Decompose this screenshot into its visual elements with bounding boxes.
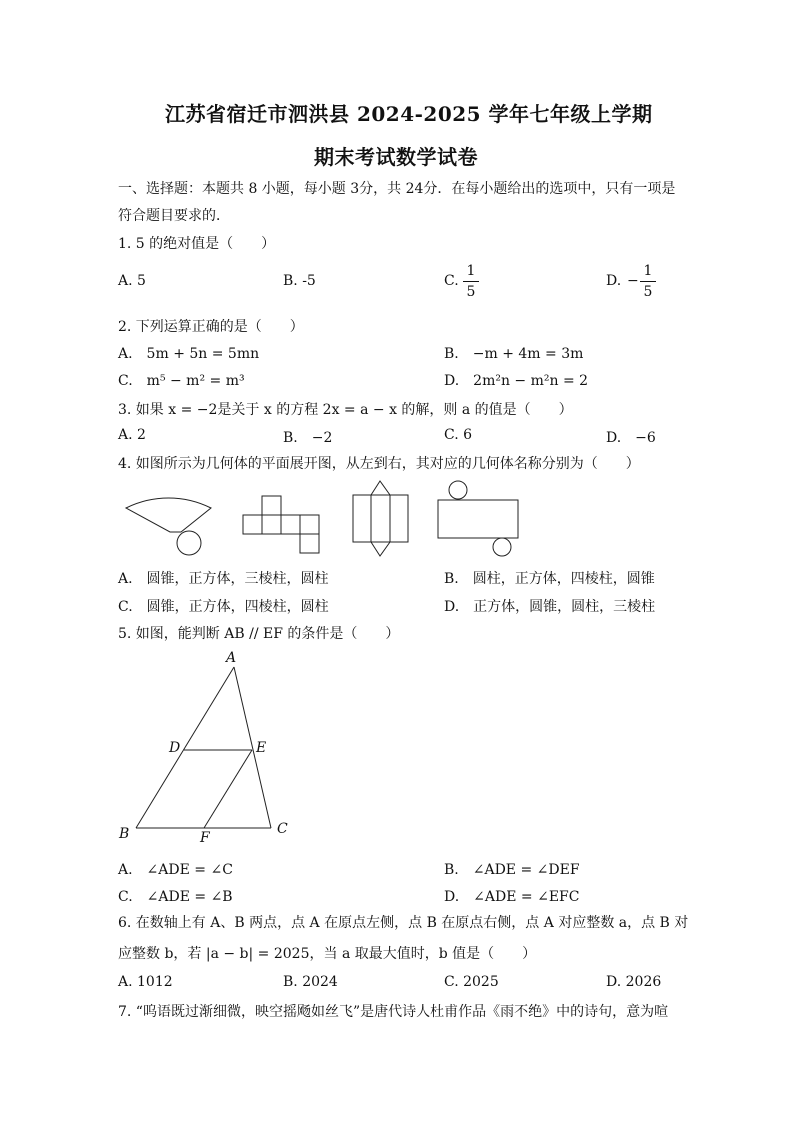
cone-net-sector bbox=[126, 498, 211, 532]
q6-option-c: C. 2025 bbox=[444, 974, 499, 990]
exam-title-line1: 江苏省宿迁市泗洪县 2024-2025 学年七年级上学期 bbox=[165, 102, 653, 126]
cube-net bbox=[243, 496, 319, 553]
point-label-E: E bbox=[256, 740, 267, 756]
q3-option-a: A. 2 bbox=[118, 427, 146, 443]
q6-option-a: A. 1012 bbox=[118, 974, 173, 990]
question-3-stem: 3. 如果 x = −2是关于 x 的方程 2x = a − x 的解，则 a 的值是（ ） bbox=[118, 402, 573, 418]
fraction-numerator: 1 bbox=[466, 263, 476, 279]
question-6-stem-line2: 应整数 b，若 |a − b| = 2025，当 a 取最大值时，b 值是（ ） bbox=[118, 946, 537, 962]
q5-option-a: A. ∠ADE = ∠C bbox=[118, 862, 233, 878]
q5-triangle-figure bbox=[136, 667, 271, 828]
prism-net bbox=[353, 481, 408, 556]
q1-option-d-label: D. bbox=[606, 273, 622, 289]
exam-title-line2: 期末考试数学试卷 bbox=[314, 145, 478, 169]
q1-option-b: B. -5 bbox=[283, 273, 316, 289]
q5-option-d: D. ∠ADE = ∠EFC bbox=[444, 889, 580, 905]
question-1-stem: 1. 5 的绝对值是（ ） bbox=[118, 236, 276, 252]
cylinder-net bbox=[438, 481, 518, 556]
q2-option-c: C. m⁵ − m² = m³ bbox=[118, 373, 245, 389]
q1-option-c-label: C. bbox=[444, 273, 459, 289]
q1-option-a: A. 5 bbox=[118, 273, 146, 289]
section-header: 一、选择题：本题共 8 小题，每小题 3分，共 24分．在每小题给出的选项中，只有一项是 bbox=[118, 181, 676, 197]
point-label-C: C bbox=[277, 821, 288, 837]
fraction-denominator: 5 bbox=[466, 284, 476, 300]
q1-option-d-sign: − bbox=[627, 273, 639, 289]
cone-net-base-circle bbox=[177, 531, 201, 555]
question-5-stem: 5. 如图，能判断 AB // EF 的条件是（ ） bbox=[118, 626, 400, 642]
q6-option-b: B. 2024 bbox=[283, 974, 338, 990]
question-4-stem: 4. 如图所示为几何体的平面展开图，从左到右，其对应的几何体名称分别为（ ） bbox=[118, 456, 640, 472]
point-label-A: A bbox=[226, 650, 237, 666]
q3-option-b: B. −2 bbox=[283, 430, 333, 446]
q4-option-c: C. 圆锥，正方体，四棱柱，圆柱 bbox=[118, 599, 329, 615]
q4-option-d: D. 正方体，圆锥，圆柱，三棱柱 bbox=[444, 599, 656, 615]
q5-option-c: C. ∠ADE = ∠B bbox=[118, 889, 233, 905]
q3-option-d: D. −6 bbox=[606, 430, 656, 446]
point-label-B: B bbox=[119, 826, 130, 842]
point-label-F: F bbox=[200, 830, 210, 846]
q4-option-b: B. 圆柱，正方体，四棱柱，圆锥 bbox=[444, 571, 655, 587]
question-6-stem-line1: 6. 在数轴上有 A、B 两点，点 A 在原点左侧，点 B 在原点右侧，点 A 对应整数 a，点 B 对 bbox=[118, 915, 689, 931]
q6-option-d: D. 2026 bbox=[606, 974, 662, 990]
question-2-stem: 2. 下列运算正确的是（ ） bbox=[118, 319, 304, 335]
point-label-D: D bbox=[169, 740, 181, 756]
q3-option-c: C. 6 bbox=[444, 427, 473, 443]
question-7-stem: 7. “呜语既过渐细微，映空摇飏如丝飞”是唐代诗人杜甫作品《雨不绝》中的诗句，意为喧 bbox=[118, 1004, 669, 1020]
fraction-denominator: 5 bbox=[643, 284, 653, 300]
section-header-cont: 符合题目要求的． bbox=[118, 208, 230, 224]
q2-option-a: A. 5m + 5n = 5mn bbox=[118, 346, 260, 362]
q2-option-d: D. 2m²n − m²n = 2 bbox=[444, 373, 589, 389]
q4-option-a: A. 圆锥，正方体，三棱柱，圆柱 bbox=[118, 571, 329, 587]
q5-option-b: B. ∠ADE = ∠DEF bbox=[444, 862, 580, 878]
q2-option-b: B. −m + 4m = 3m bbox=[444, 346, 584, 362]
fraction-numerator: 1 bbox=[643, 263, 653, 279]
